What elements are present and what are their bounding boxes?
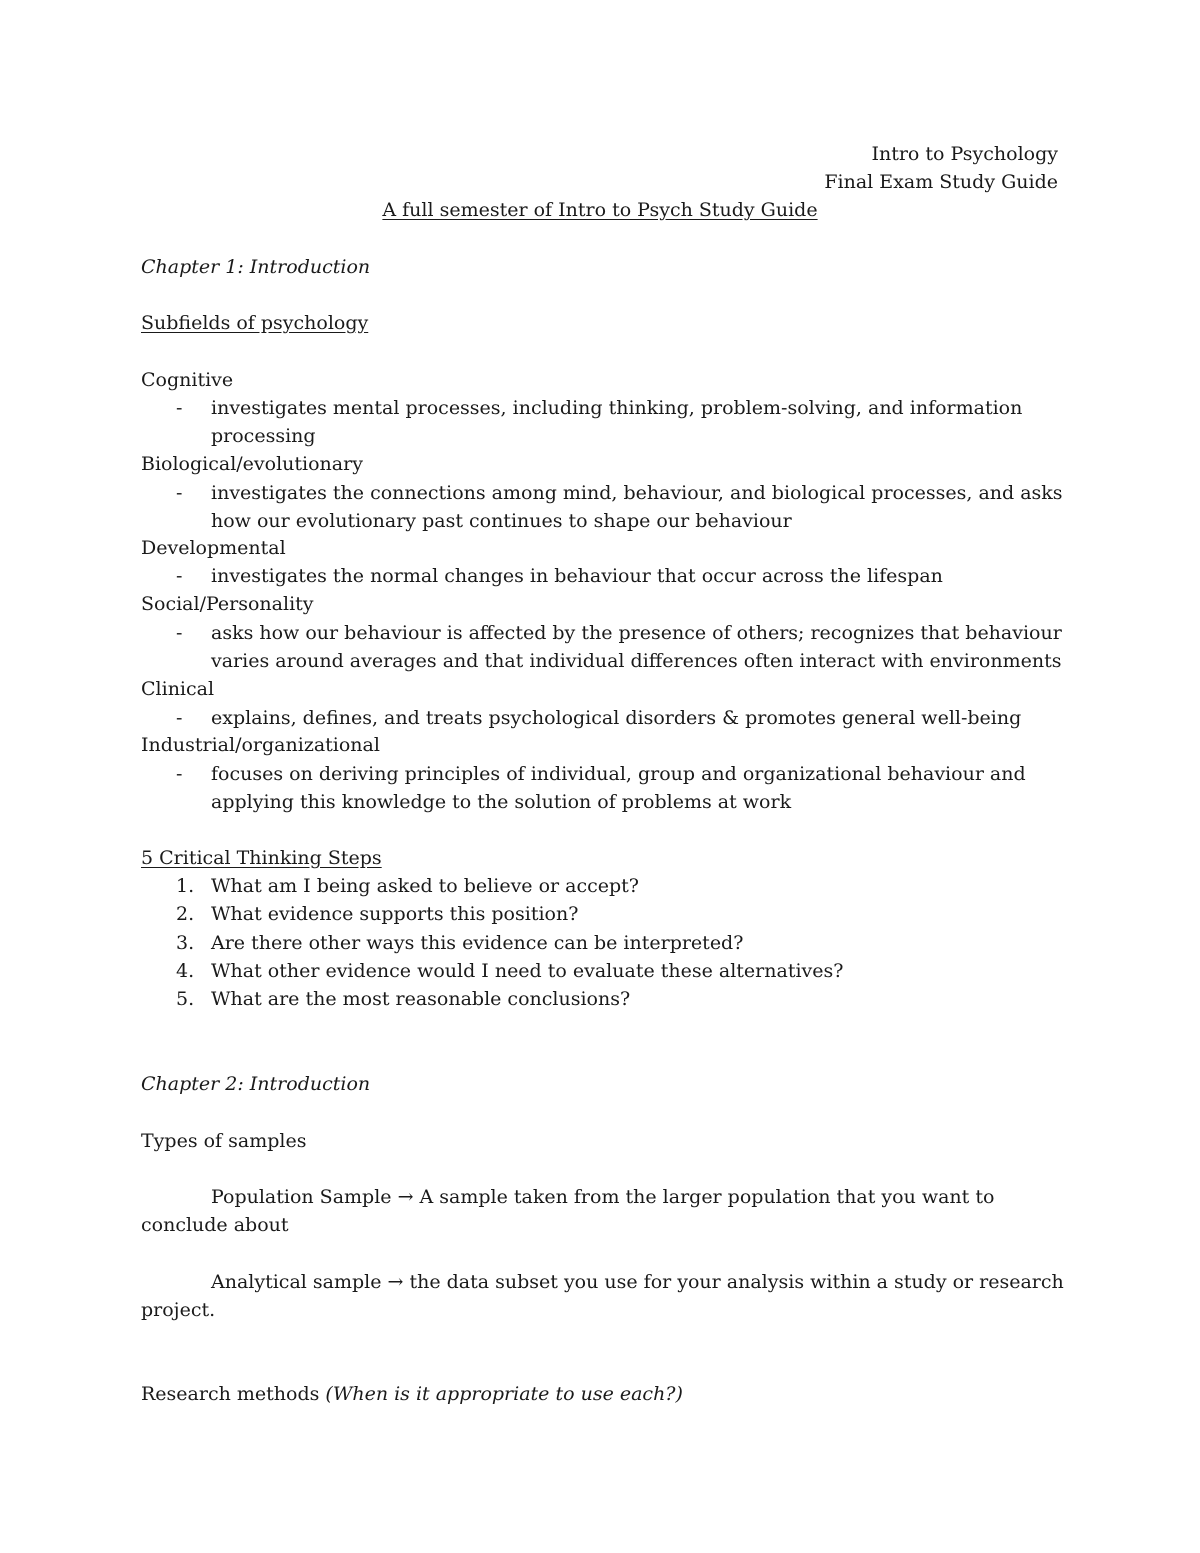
subfield-description: explains, defines, and treats psychological disorders & promotes general well-being: [211, 707, 1022, 729]
subfield-name: Clinical: [141, 678, 215, 700]
subfield-name: Biological/evolutionary: [141, 453, 363, 475]
subfield-description: investigates the normal changes in behaviour that occur across the lifespan: [211, 565, 943, 587]
step-number: 2.: [176, 903, 195, 925]
subfield-description: asks how our behaviour is affected by the presence of others; recognizes that behaviour: [211, 622, 1062, 644]
subfield-name: Cognitive: [141, 369, 234, 391]
subfield-description: investigates the connections among mind, behaviour, and biological processes, and asks: [211, 482, 1063, 504]
bullet-dash: -: [176, 482, 183, 504]
critical-thinking-heading: 5 Critical Thinking Steps: [141, 847, 382, 869]
bullet-dash: -: [176, 565, 183, 587]
research-methods-note: (When is it appropriate to use each?): [325, 1383, 683, 1405]
analytical-sample-text: Analytical sample → the data subset you use for your analysis within a study or research: [211, 1271, 1064, 1293]
step-number: 3.: [176, 932, 195, 954]
document-type: Final Exam Study Guide: [824, 171, 1058, 193]
subfield-description: investigates mental processes, including thinking, problem-solving, and information: [211, 397, 1023, 419]
subfield-description: processing: [211, 425, 316, 447]
step-text: What are the most reasonable conclusions?: [211, 988, 631, 1010]
population-sample-text-cont: conclude about: [141, 1214, 289, 1236]
subfield-description: focuses on deriving principles of individual, group and organizational behaviour and: [211, 763, 1026, 785]
chapter2-heading: Chapter 2: Introduction: [141, 1073, 371, 1095]
bullet-dash: -: [176, 397, 183, 419]
document-title: A full semester of Intro to Psych Study Guide: [382, 199, 818, 221]
subfields-heading: Subfields of psychology: [141, 312, 369, 334]
step-number: 1.: [176, 875, 195, 897]
subfield-name: Social/Personality: [141, 593, 314, 615]
step-number: 5.: [176, 988, 195, 1010]
step-text: Are there other ways this evidence can be interpreted?: [211, 932, 744, 954]
bullet-dash: -: [176, 763, 183, 785]
samples-heading: Types of samples: [141, 1130, 307, 1152]
research-methods-line: [141, 1380, 683, 1408]
subfield-name: Developmental: [141, 537, 286, 559]
bullet-dash: -: [176, 707, 183, 729]
subfield-description: applying this knowledge to the solution of problems at work: [211, 791, 792, 813]
subfield-name: Industrial/organizational: [141, 734, 380, 756]
step-text: What other evidence would I need to evaluate these alternatives?: [211, 960, 844, 982]
bullet-dash: -: [176, 622, 183, 644]
analytical-sample-text-cont: project.: [141, 1299, 216, 1321]
subfield-description: how our evolutionary past continues to shape our behaviour: [211, 510, 792, 532]
population-sample-text: Population Sample → A sample taken from the larger population that you want to: [211, 1186, 995, 1208]
step-text: What am I being asked to believe or accept?: [211, 875, 639, 897]
chapter1-heading: Chapter 1: Introduction: [141, 256, 371, 278]
subfield-description: varies around averages and that individual differences often interact with environments: [211, 650, 1062, 672]
step-text: What evidence supports this position?: [211, 903, 579, 925]
step-number: 4.: [176, 960, 195, 982]
course-name: Intro to Psychology: [871, 143, 1058, 165]
research-methods-label: Research methods: [141, 1383, 326, 1405]
